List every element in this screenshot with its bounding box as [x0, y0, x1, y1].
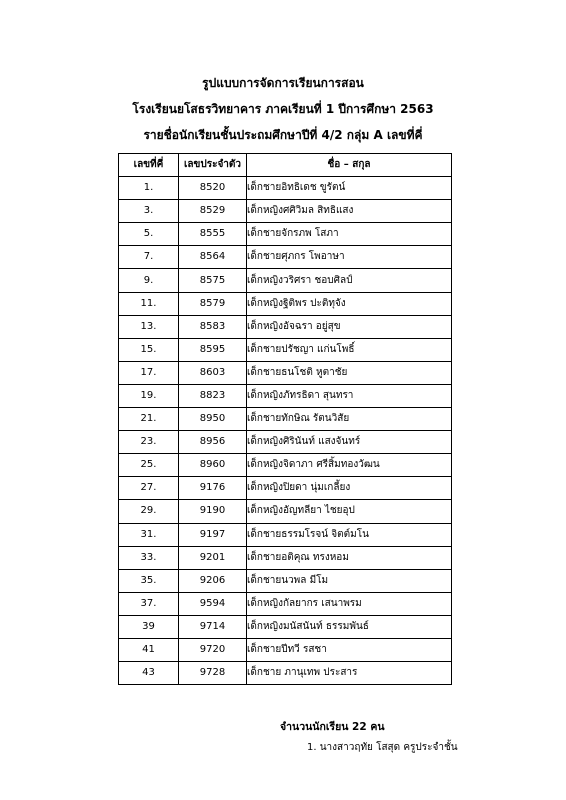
header-school-line: โรงเรียนยโสธรวิทยาคาร ภาคเรียนที่ 1 ปีการศึกษา 2563: [132, 102, 434, 116]
row-number: 25.: [119, 454, 179, 477]
student-id: 8555: [179, 223, 247, 246]
table-row: [119, 200, 452, 223]
row-number: 23.: [119, 431, 179, 454]
document-header: [0, 70, 566, 148]
row-number: 17.: [119, 361, 179, 384]
row-number: 13.: [119, 315, 179, 338]
student-name: เด็กชาย ภานุเทพ ประสาร: [247, 662, 452, 685]
student-id: 8579: [179, 292, 247, 315]
student-name: เด็กชายธนโชติ หูตาชัย: [247, 361, 452, 384]
student-name: เด็กหญิงจิดาภา ศรีสิ้มทองวัฒน: [247, 454, 452, 477]
student-id: 8960: [179, 454, 247, 477]
row-number: 41: [119, 638, 179, 661]
table-row: [119, 384, 452, 407]
student-id: 8956: [179, 431, 247, 454]
row-number: 9.: [119, 269, 179, 292]
column-header-name: ชื่อ – สกุล: [247, 154, 452, 177]
table-row: [119, 523, 452, 546]
student-id: 9714: [179, 615, 247, 638]
table-row: [119, 223, 452, 246]
header-title-line-1: รูปแบบการจัดการเรียนการสอน: [202, 76, 364, 90]
table-row: [119, 638, 452, 661]
student-name: เด็กหญิงศศิวิมล สิทธิแสง: [247, 200, 452, 223]
row-number: 29.: [119, 500, 179, 523]
table-header-row: [119, 154, 452, 177]
table-row: [119, 246, 452, 269]
table-row: [119, 292, 452, 315]
table-row: [119, 408, 452, 431]
row-number: 5.: [119, 223, 179, 246]
table-row: [119, 431, 452, 454]
row-number: 11.: [119, 292, 179, 315]
table-row: [119, 592, 452, 615]
student-name: เด็กชายปรัชญา แก่นโพธิ์: [247, 338, 452, 361]
student-name: เด็กหญิงฐิติพร ปะติทุจัง: [247, 292, 452, 315]
column-header-student-id: เลขประจำตัว: [179, 154, 247, 177]
student-id: 8823: [179, 384, 247, 407]
student-name: เด็กชายอิทธิเดช ขูรัตน์: [247, 177, 452, 200]
student-name: เด็กหญิงวริศรา ชอบศิลป์: [247, 269, 452, 292]
student-roster-table: [118, 153, 452, 685]
table-row: [119, 569, 452, 592]
row-number: 35.: [119, 569, 179, 592]
student-name: เด็กหญิงมนัสนันท์ ธรรมพันธ์: [247, 615, 452, 638]
student-name: เด็กชายจักรภพ โสภา: [247, 223, 452, 246]
row-number: 27.: [119, 477, 179, 500]
student-name: เด็กชายธรรมโรจน์ จิตต์มโน: [247, 523, 452, 546]
student-id: 8950: [179, 408, 247, 431]
table-row: [119, 454, 452, 477]
student-id: 9190: [179, 500, 247, 523]
homeroom-teacher: 1. นางสาวฤทัย โสสุด ครูประจำชั้น: [307, 742, 458, 753]
column-header-number: เลขที่คี่: [119, 154, 179, 177]
student-name: เด็กหญิงกัลยากร เสนาพรม: [247, 592, 452, 615]
row-number: 33.: [119, 546, 179, 569]
student-count: จำนวนนักเรียน 22 คน: [280, 721, 385, 733]
row-number: 31.: [119, 523, 179, 546]
student-id: 9720: [179, 638, 247, 661]
row-number: 39: [119, 615, 179, 638]
student-id: 9206: [179, 569, 247, 592]
table-row: [119, 361, 452, 384]
student-name: เด็กหญิงอัญทลียา ไชยอุป: [247, 500, 452, 523]
row-number: 1.: [119, 177, 179, 200]
student-id: 9201: [179, 546, 247, 569]
student-id: 8603: [179, 361, 247, 384]
row-number: 7.: [119, 246, 179, 269]
student-name: เด็กชายทักษิณ รัตนวิสัย: [247, 408, 452, 431]
student-name: เด็กหญิงศิรินันท์ แสงจันทร์: [247, 431, 452, 454]
table-row: [119, 315, 452, 338]
student-name: เด็กชายนวพล มีโม: [247, 569, 452, 592]
student-id: 8564: [179, 246, 247, 269]
student-id: 8595: [179, 338, 247, 361]
student-id: 8575: [179, 269, 247, 292]
row-number: 37.: [119, 592, 179, 615]
row-number: 3.: [119, 200, 179, 223]
student-id: 8583: [179, 315, 247, 338]
table-row: [119, 177, 452, 200]
table-row: [119, 500, 452, 523]
student-id: 9176: [179, 477, 247, 500]
student-id: 8520: [179, 177, 247, 200]
table-row: [119, 269, 452, 292]
row-number: 21.: [119, 408, 179, 431]
student-id: 9594: [179, 592, 247, 615]
row-number: 15.: [119, 338, 179, 361]
table-row: [119, 662, 452, 685]
student-id: 9728: [179, 662, 247, 685]
student-name: เด็กชายอติคุณ ทรงหอม: [247, 546, 452, 569]
student-id: 8529: [179, 200, 247, 223]
student-name: เด็กหญิงภัทรธิดา สุนทรา: [247, 384, 452, 407]
student-name: เด็กหญิงปิยดา นุ่มเกลี้ยง: [247, 477, 452, 500]
student-name: เด็กชายปีทวี รสชา: [247, 638, 452, 661]
table-row: [119, 477, 452, 500]
table-row: [119, 615, 452, 638]
row-number: 19.: [119, 384, 179, 407]
student-id: 9197: [179, 523, 247, 546]
header-class-line: รายชื่อนักเรียนชั้นประถมศึกษาปีที่ 4/2 กลุ่ม A เลขที่คี่: [143, 128, 423, 142]
student-name: เด็กชายศุภกร โพอาษา: [247, 246, 452, 269]
student-name: เด็กหญิงอัจฉรา อยู่สุข: [247, 315, 452, 338]
table-row: [119, 338, 452, 361]
table-row: [119, 546, 452, 569]
row-number: 43: [119, 662, 179, 685]
